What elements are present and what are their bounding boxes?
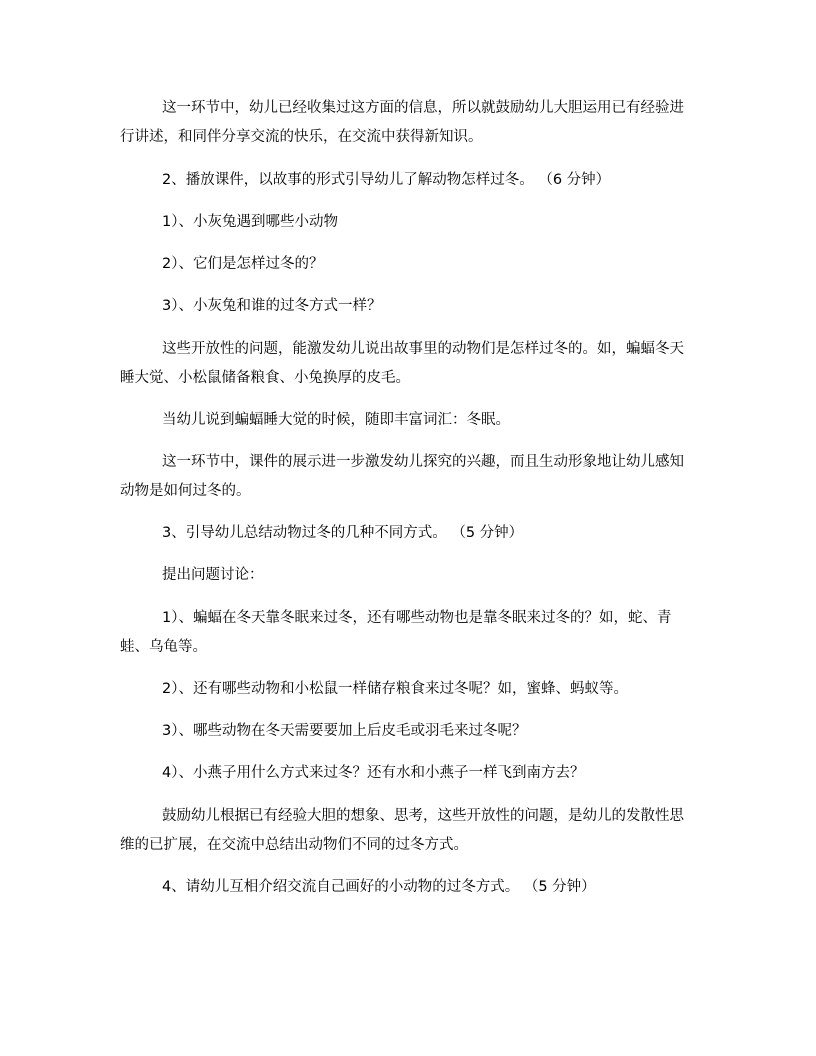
paragraph-line: 当幼儿说到蝙蝠睡大觉的时候，随即丰富词汇：冬眠。	[162, 412, 510, 428]
paragraph-line: 4）、小燕子用什么方式来过冬？还有水和小燕子一样飞到南方去？	[162, 765, 585, 781]
paragraph-13	[120, 717, 696, 746]
paragraph-line: 提出问题讨论：	[162, 567, 264, 583]
paragraph-14	[120, 759, 696, 788]
paragraph-15	[120, 802, 696, 860]
paragraph-line: 3、引导幼儿总结动物过冬的几种不同方式。 （5 分钟）	[162, 525, 524, 541]
paragraph-10	[120, 561, 696, 590]
paragraph-line: 这些开放性的问题，能激发幼儿说出故事里的动物们是怎样过冬的。如，蝙蝠冬天	[162, 341, 684, 357]
paragraph-line: 2）、还有哪些动物和小松鼠一样储存粮食来过冬呢？如，蜜蜂、蚂蚁等。	[162, 681, 628, 697]
paragraph-line: 行讲述，和同伴分享交流的快乐，在交流中获得新知识。	[120, 129, 483, 145]
paragraph-12	[120, 675, 696, 704]
paragraph-line: 这一环节中，课件的展示进一步激发幼儿探究的兴趣，而且生动形象地让幼儿感知	[162, 454, 684, 470]
paragraph-16	[120, 873, 696, 902]
paragraph-line: 2、播放课件，以故事的形式引导幼儿了解动物怎样过冬。 （6 分钟）	[162, 172, 611, 188]
paragraph-line: 鼓励幼儿根据已有经验大胆的想象、思考，这些开放性的问题，是幼儿的发散性思	[162, 808, 684, 824]
paragraph-3	[120, 208, 696, 237]
paragraph-4	[120, 250, 696, 279]
paragraph-2	[120, 166, 696, 195]
paragraph-line: 1）、小灰兔遇到哪些小动物	[162, 214, 338, 230]
paragraph-line: 这一环节中，幼儿已经收集过这方面的信息，所以就鼓励幼儿大胆运用已有经验进	[162, 100, 684, 116]
paragraph-line: 4、请幼儿互相介绍交流自己画好的小动物的过冬方式。 （5 分钟）	[162, 879, 596, 895]
paragraph-8	[120, 448, 696, 506]
paragraph-line: 动物是如何过冬的。	[120, 483, 251, 499]
paragraph-line: 2）、它们是怎样过冬的？	[162, 256, 324, 272]
paragraph-7	[120, 406, 696, 435]
paragraph-line: 3）、小灰兔和谁的过冬方式一样？	[162, 298, 382, 314]
paragraph-9	[120, 519, 696, 548]
paragraph-line: 1）、蝙蝠在冬天靠冬眠来过冬，还有哪些动物也是靠冬眠来过冬的？如，蛇、青	[162, 610, 672, 626]
paragraph-1	[120, 94, 696, 152]
paragraph-line: 维的已扩展，在交流中总结出动物们不同的过冬方式。	[120, 837, 468, 853]
paragraph-6	[120, 335, 696, 393]
paragraph-5	[120, 292, 696, 321]
paragraph-11	[120, 604, 696, 662]
paragraph-line: 蛙、乌龟等。	[120, 639, 207, 655]
paragraph-line: 3）、哪些动物在冬天需要要加上后皮毛或羽毛来过冬呢？	[162, 723, 527, 739]
paragraph-line: 睡大觉、小松鼠储备粮食、小兔换厚的皮毛。	[120, 370, 410, 386]
